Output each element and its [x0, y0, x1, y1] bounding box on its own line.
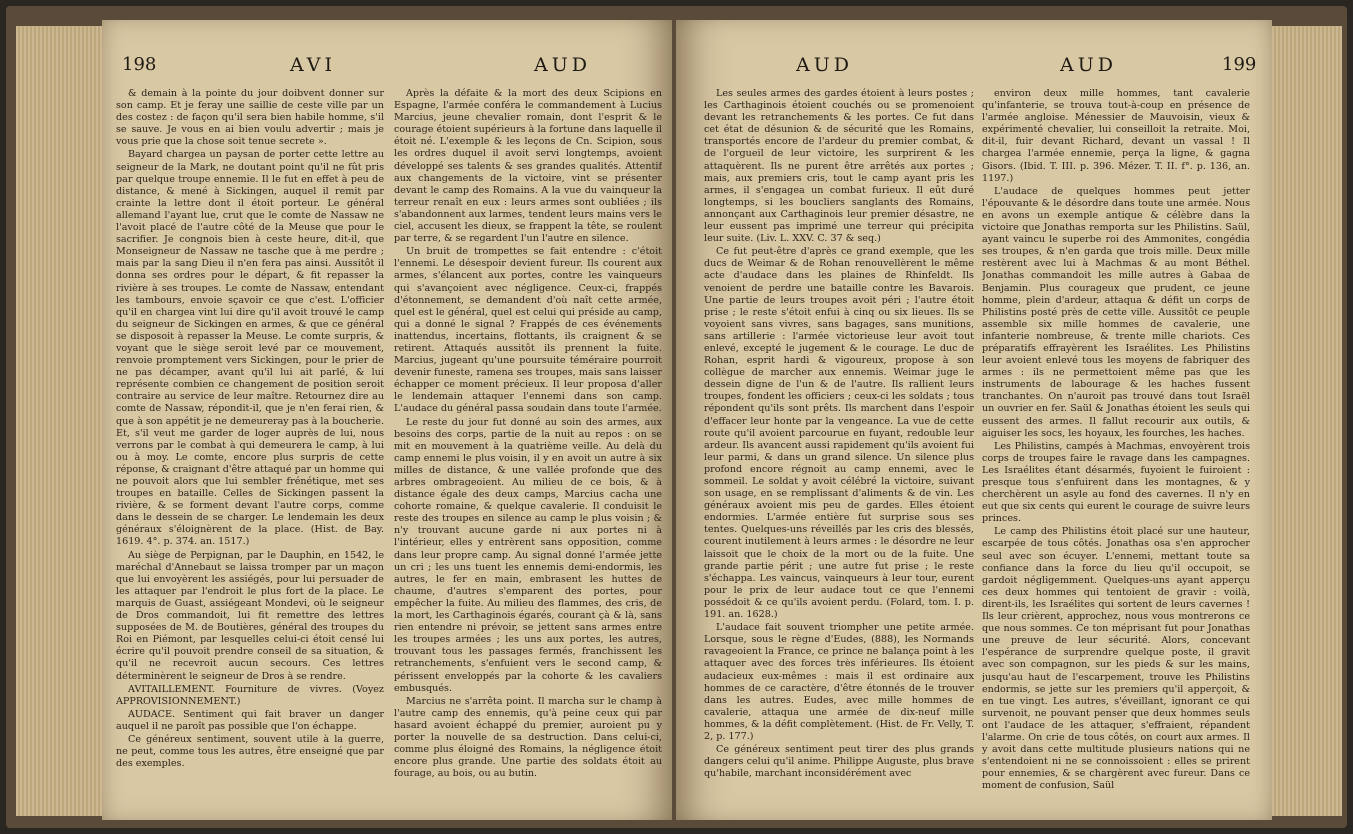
paragraph: Après la défaite & la mort des deux Scipions en Espagne, l'armée conféra le commandement à Lucius Marcius, jeune chevalier romain, dont l'esprit & le courage étoient supérieurs à la fortune dans laquelle il étoit né. L'exemple & les leçons de Cn. Scipion, sous les ordres duquel il avoit servi longtemps, avoient développé ses talents & ses grandes qualités. Attentif aux changements de la victoire, vint se présenter devant le camp des Romains. A la vue du vainqueur la terreur renaît en eux : leurs armes sont oubliées ; ils s'abandonnent aux larmes, tendent leurs mains vers le ciel, accusent les dieux, se frappent la tête, se roulent par terre, & se regardent l'un l'autre en silence. — [394, 88, 662, 245]
paragraph: Ce généreux sentiment, souvent utile à la guerre, ne peut, comme tous les autres, être enseigné que par des exemples. — [116, 733, 384, 770]
paragraph: Le camp des Philistins étoit placé sur une hauteur, escarpée de tous côtés. Jonathas osa s'en approcher seul avec son écuyer. L'ennemi, mettant toute sa confiance dans la force du lieu qu'il occupoit, se gardoit négligemment. Quelques-uns ayant apperçu ces deux hommes qui tentoient de gravir : voilà, dirent-ils, les Israélites qui sortent de leurs cavernes ! Ils leur crièrent, approchez, nous vous montrerons ce que nous sommes. Ce ton méprisant fut pour Jonathas une preuve de leur sécurité. Alors, concevant l'espérance de surprendre quelque poste, il gravit avec son compagnon, sur les pieds & sur les mains, jusqu'au haut de l'escarpement, trouve les Philistins endormis, se jette sur les premiers qu'il apperçoit, & en tue vingt. Les autres, s'éveillant, ignorant ce qui survenoit, ne pouvant penser que deux hommes seuls ont l'audace de les attaquer, s'effraient, répandent l'alarme. On crie de tous côtés, on court aux armes. Il y avoit dans cette multitude plusieurs nations qui ne s'entendoient ni ne se connoissoient : elles se prirent pour ennemies, & se chargèrent avec fureur. Dans ce moment de confusion, Saül — [982, 526, 1250, 792]
paragraph: Ce généreux sentiment peut tirer des plus grands dangers celui qu'il anime. Philippe Auguste, plus brave qu'habile, marchant inconsidérément avec — [704, 744, 974, 780]
right-page-edges — [1272, 26, 1342, 816]
paragraph: Au siège de Perpignan, par le Dauphin, en 1542, le maréchal d'Annebaut se laissa tromper par un maçon que lui envoyèrent les assiégés, pour lui persuader de les attaquer par l'endroit le plus fort de la place. Le marquis de Guast, assiégeant Mondevi, où le seigneur de Dros commandoit, lui fit remettre des lettres supposées de M. de Boutières, général des troupes du Roi en Piémont, par lesquelles celui-ci étoit censé lui écrire qu'il pouvoit prendre conseil de sa situation, & qu'il ne recevroit aucun secours. Ces lettres déterminèrent le seigneur de Dros à se rendre. — [116, 549, 384, 682]
paragraph: Les seules armes des gardes étoient à leurs postes ; les Carthaginois étoient couchés ou se promenoient devant les retranchements & les portes. Ce fut dans cet état de désunion & de sécurité que les Romains, transportés encore de l'ardeur du premier combat, & de l'orgueil de leur victoire, les surprirent & les attaquèrent. Ils ne purent être arrêtés aux portes ; mais, aux premiers cris, tout le camp ayant pris les armes, il s'engagea un combat furieux. Il eût duré longtemps, si les boucliers sanglants des Romains, annonçant aux Carthaginois leur premier désastre, ne leur eussent pas imprimé une terreur qui précipita leur suite. (Liv. L. XXV. C. 37 & seq.) — [704, 88, 974, 245]
paragraph: L'audace fait souvent triompher une petite armée. Lorsque, sous le règne d'Eudes, (888), les Normands ravageoient la France, ce prince ne balança point à les attaquer avec des forces très inférieures. Ils étoient audacieux eux-mêmes : mais il est ordinaire aux hommes de ce caractère, d'être étonnés de le trouver dans les autres. Eudes, avec mille hommes de cavalerie, attaqua une armée de dix-neuf mille hommes, & la défit complètement. (Hist. de Fr. Velly, T. 2, p. 177.) — [704, 622, 974, 742]
running-head-right: AUD — [534, 54, 591, 76]
paragraph: AUDACE. Sentiment qui fait braver un danger auquel il ne paroît pas possible que l'on échappe. — [116, 708, 384, 732]
left-column-1 — [116, 88, 384, 810]
right-column-1 — [704, 88, 974, 810]
page-number: 199 — [1222, 54, 1257, 75]
left-page — [102, 20, 672, 820]
paragraph: L'audace de quelques hommes peut jetter l'épouvante & le désordre dans toute une armée. Nous en avons un exemple antique & célèbre dans la victoire que Jonathas remporta sur les Philistins. Saül, ayant vaincu le superbe roi des Ammonites, congédia ses troupes, & n'en garda que trois mille. Deux mille restèrent avec lui à Machmas & au mont Béthel. Jonathas commandoit les mille autres à Gabaa de Benjamin. Plus courageux que prudent, ce jeune homme, plein d'ardeur, attaqua & défit un corps de Philistins posté près de cette ville. Aussitôt ce peuple assemble six mille hommes de cavalerie, une infanterie nombreuse, & trente mille chariots. Ces préparatifs effrayèrent les Israélites. Les Philistins leur avoient enlevé tous les moyens de fabriquer des armes : ils ne permettoient même pas que les instruments de labourage & les haches fussent tranchantes. On n'auroit pas trouvé dans tout Israël un ouvrier en fer. Saül & Jonathas étoient les seuls qui eussent des armes. Il fallut recourir aux outils, & aiguiser les socs, les hoyaux, les fourches, les haches. — [982, 185, 1250, 439]
left-column-2 — [394, 88, 662, 810]
book — [6, 6, 1347, 828]
paragraph: Les Philistins, campés à Machmas, envoyèrent trois corps de troupes faire le ravage dans les campagnes. Les Israélites étant désarmés, fuyoient le fuiroient : presque tous s'enfuirent dans les montagnes, & y cherchèrent un asyle au fond des cavernes. Il n'y en eut que six cents qui eurent le courage de suivre leurs princes. — [982, 440, 1250, 525]
left-page-edges — [16, 26, 102, 816]
right-column-2 — [982, 88, 1250, 810]
page-number: 198 — [122, 54, 157, 75]
running-head-left: AVI — [290, 54, 337, 76]
paragraph: Le reste du jour fut donné au soin des armes, aux besoins des corps, partie de la nuit au repos : on se mit en mouvement à la quatrième veille. Au delà du camp ennemi le plus voisin, il y en avoit un autre à six milles de distance, & une vallée profonde que des arbres ombrageoient. Au milieu de ce bois, & à distance égale des deux camps, Marcius cacha une cohorte romaine, & quelque cavalerie. Il conduisit le reste des troupes en silence au camp le plus voisin ; & n'y trouvant aucune garde ni aux portes ni à l'intérieur, elles y entrèrent sans opposition, comme dans leur propre camp. Au signal donné l'armée jette un cri ; les uns tuent les ennemis demi-endormis, les autres, le fer en main, embrasent les huttes de chaume, d'autres s'emparent des portes, pour empêcher la fuite. Au milieu des flammes, des cris, de la mort, les Carthaginois égarés, courant çà & là, sans rien entendre ni prévoir, se jettent sans armes entre les troupes armées ; les uns aux portes, les autres, trouvant tous les passages fermés, franchissent les retranchements, s'enfuient vers le second camp, & périssent enveloppés par la cohorte & les cavaliers embusqués. — [394, 416, 662, 694]
right-page — [676, 20, 1272, 820]
paragraph: Bayard chargea un paysan de porter cette lettre au seigneur de la Mark, ne doutant point qu'il ne fût pris par quelque troupe ennemie. Il le fut en effet à peu de distance, & mené à Sickingen, auquel il remit par crainte la lettre dont il étoit porteur. Le général allemand l'ayant lue, crut que le comte de Nassaw ne l'avoit placé de l'autre côté de la Meuse que pour le sacrifier. Je congnois bien à ceste heure, dit-il, que Monseigneur de Nassaw ne tasche que à me perdre ; mais par la sang Dieu il n'en fera pas ainsi. Aussitôt il donna ses ordres pour le départ, & fit repasser la rivière à ses troupes. Le comte de Nassaw, entendant les tambours, envoie sçavoir ce que c'est. L'officier qu'il en chargea vint lui dire qu'il avoit trouvé le camp du seigneur de Sickingen en armes, & que ce général se disposoit à repasser la Meuse. Le comte surpris, & voyant que le siège seroit levé par ce mouvement, renvoie promptement vers Sickingen, pour le prier de ne pas décamper, avant qu'il lui ait parlé, & lui représente combien ce changement de position seroit contraire au service de leur maître. Retournez dire au comte de Nassaw, répondit-il, que je n'en ferai rien, & que à son appétit je ne demeureray pas à la boucherie. Et, s'il veut me garder de loger auprès de lui, nous verrons par le combat à qui demeurera le camp, à lui ou à moy. Le comte, encore plus surpris de cette réponse, & craignant d'être attaqué par un homme qui ne pouvoit alors que lui sembler frénétique, met ses troupes en bataille. Celles de Sickingen passent la rivière, & se forment devant l'autre corps, comme dans le dessein de se charger. Le lendemain les deux généraux s'éloignèrent de la place. (Hist. de Bay. 1619. 4°. p. 374. an. 1517.) — [116, 149, 384, 548]
paragraph: & demain à la pointe du jour doibvent donner sur son camp. Et je feray une saillie de ceste ville par un des costez : de façon qu'il sera bien habile homme, s'il se sauve. Je vous en ai bien voulu advertir ; mais je vous prie que la chose soit tenue secrete ». — [116, 88, 384, 148]
paragraph: Marcius ne s'arrêta point. Il marcha sur le champ à l'autre camp des ennemis, qu'à peine ceux qui par hasard avoient échappé du premier, auroient pu y porter la nouvelle de sa destruction. Dans celui-ci, comme plus éloigné des Romains, la négligence étoit encore plus grande. Une partie des soldats étoit au fourage, au bois, ou au butin. — [394, 695, 662, 780]
running-head-right: AUD — [1060, 54, 1117, 76]
paragraph: environ deux mille hommes, tant cavalerie qu'infanterie, se trouva tout-à-coup en présence de l'armée angloise. Ménessier de Mauvoisin, vieux & expérimenté chevalier, lui conseilloit la retraite. Moi, dit-il, fuir devant Richard, devant un vassal ! Il chargea l'armée ennemie, perça la ligne, & gagna Gisors. (Ibid. T. III. p. 396. Mézer. T. II. f°. p. 136, an. 1197.) — [982, 88, 1250, 184]
paragraph: Ce fut peut-être d'après ce grand exemple, que les ducs de Weimar & de Rohan renouvellèrent le même acte d'audace dans les plaines de Rhinfeldt. Ils venoient de perdre une bataille contre les Bavarois. Une partie de leurs troupes avoit péri ; l'autre étoit prise ; le reste s'étoit enfui à cinq ou six lieues. Ils se voyoient sans vivres, sans bagages, sans munitions, sans artillerie : l'armée victorieuse leur avoit tout enlevé, excepté le jugement & le courage. Le duc de Rohan, esprit hardi & vigoureux, propose à son collègue de marcher aux ennemis. Weimar juge le dessein digne de l'un & de l'autre. Ils rallient leurs troupes, fondent les officiers ; ceux-ci les soldats ; tous répondent qu'ils sont prêts. Ils marchent dans l'espoir d'effacer leur honte par la vengeance. La vue de cette route qu'il avoient parcourue en fuyant, redouble leur ardeur. Ils avancent aussi rapidement qu'ils avoient fui leur parmi, & dans un grand silence. Un silence plus profond encore régnoit au camp ennemi, avec le sommeil. Le soldat y avoit célébré la victoire, suivant son usage, en se remplissant d'aliments & de vin. Les généraux avoient mis peu de gardes. Elles étoient endormies. L'armée entière fut surprise sous ses tentes. Quelques-uns réveillés par les cris des blessés, courent inutilement à leurs armes : le désordre ne leur laissoit que le choix de la mort ou de la fuite. Une grande partie périt ; une autre fut prise ; le reste s'échappa. Les vaincus, vainqueurs à leur tour, eurent pour le prix de leur audace tout ce que l'ennemi possédoit & ce qu'ils avoient perdu. (Folard, tom. I. p. 191. an. 1628.) — [704, 246, 974, 621]
paragraph: AVITAILLEMENT. Fourniture de vivres. (Voyez APPROVISIONNEMENT.) — [116, 683, 384, 707]
running-head-left: AUD — [796, 54, 853, 76]
paragraph: Un bruit de trompettes se fait entendre : c'étoit l'ennemi. Le désespoir devient fureur. Ils courent aux armes, s'élancent aux portes, contre les vainqueurs qui s'avançoient avec négligence. Ceux-ci, frappés d'étonnement, se demandent d'où naît cette armée, quel est le général, quel est celui qui préside au camp, qui a donné le signal ? Frappés de ces événements inattendus, incertains, flottants, ils craignent & se retirent. Attaqués aussitôt ils prennent la fuite. Marcius, jugeant qu'une poursuite téméraire pourroit devenir funeste, ramena ses troupes, mais sans laisser échapper ce moment précieux. Il leur proposa d'aller le lendemain attaquer l'ennemi dans son camp. L'audace du général passa soudain dans toute l'armée. — [394, 246, 662, 415]
